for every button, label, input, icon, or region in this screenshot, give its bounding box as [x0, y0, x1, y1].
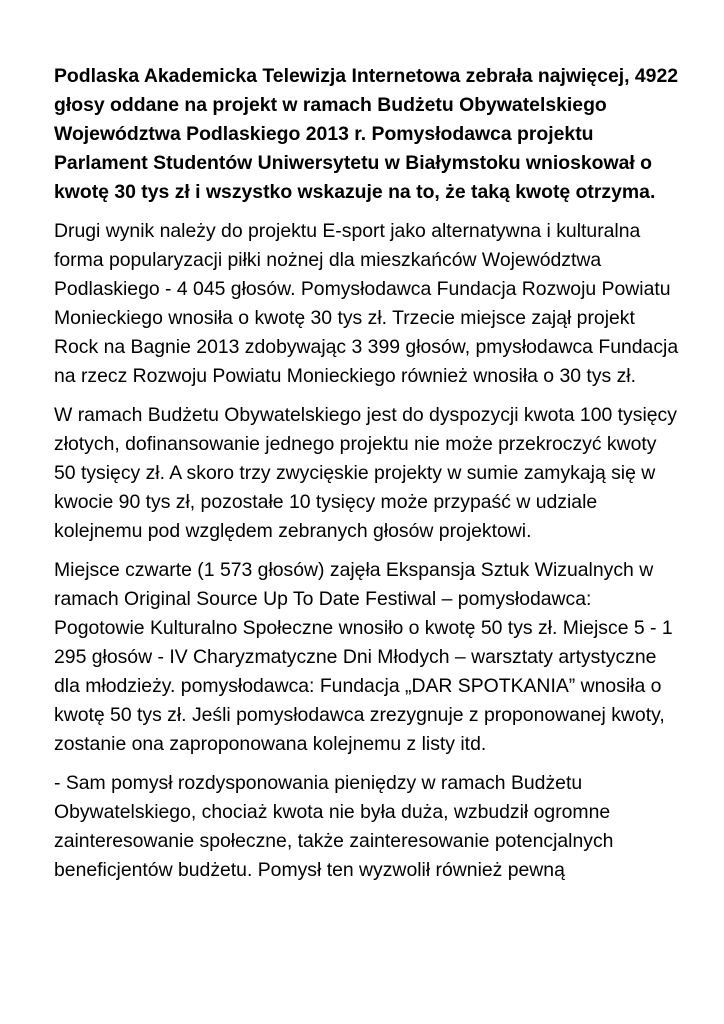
paragraph-second-place: Drugi wynik należy do projektu E-sport jako alternatywna i kulturalna forma popularyzacji piłki nożnej dla mieszkańców Województwa Podlaskiego - 4 045 głosów. Pomysłodawca Fundacja Rozwoju Powiatu Monieckiego wnosiła o kwotę 30 tys zł. Trzecie miejsce zajął projekt Rock na Bagnie 2013 zdobywając 3 399 głosów, pmysłodawca Fundacja na rzecz Rozwoju Powiatu Monieckiego również wnosiła o 30 tys zł. — [54, 220, 679, 387]
document-page — [54, 62, 679, 1010]
paragraph-fourth-fifth-place: Miejsce czwarte (1 573 głosów) zajęła Ekspansja Sztuk Wizualnych w ramach Original Source Up To Date Festiwal – pomysłodawca: Pogotowie Kulturalno Społeczne wnosiło o kwotę 50 tys zł. Miejsce 5 - 1 295 głosów - IV Charyzmatyczne Dni Młodych – warsztaty artystyczne dla młodzieży. pomysłodawca: Fundacja „DAR SPOTKANIA” wnosiła o kwotę 50 tys zł. Jeśli pomysłodawca zrezygnuje z proponowanej kwoty, zostanie ona zaproponowana kolejnemu z listy itd. — [54, 559, 673, 755]
paragraph-public-interest: - Sam pomysł rozdysponowania pieniędzy w ramach Budżetu Obywatelskiego, chociaż kwota nie była duża, wzbudził ogromne zainteresowanie społeczne, także zainteresowanie potencjalnych beneficjentów budżetu. Pomysł ten wyzwolił również pewną — [54, 772, 614, 881]
lead-paragraph: Podlaska Akademicka Telewizja Internetowa zebrała najwięcej, 4922 głosy oddane na projekt w ramach Budżetu Obywatelskiego Województwa Podlaskiego 2013 r. Pomysłodawca projektu Parlament Studentów Uniwersytetu w Białymstoku wnioskował o kwotę 30 tys zł i wszystko wskazuje na to, że taką kwotę otrzyma. — [54, 65, 679, 203]
paragraph-budget-rules: W ramach Budżetu Obywatelskiego jest do dyspozycji kwota 100 tysięcy złotych, dofinansowanie jednego projektu nie może przekroczyć kwoty 50 tysięcy zł. A skoro trzy zwycięskie projekty w sumie zamykają się w kwocie 90 tys zł, pozostałe 10 tysięcy może przypaść w udziale kolejnemu pod względem zebranych głosów projektowi. — [54, 404, 677, 542]
